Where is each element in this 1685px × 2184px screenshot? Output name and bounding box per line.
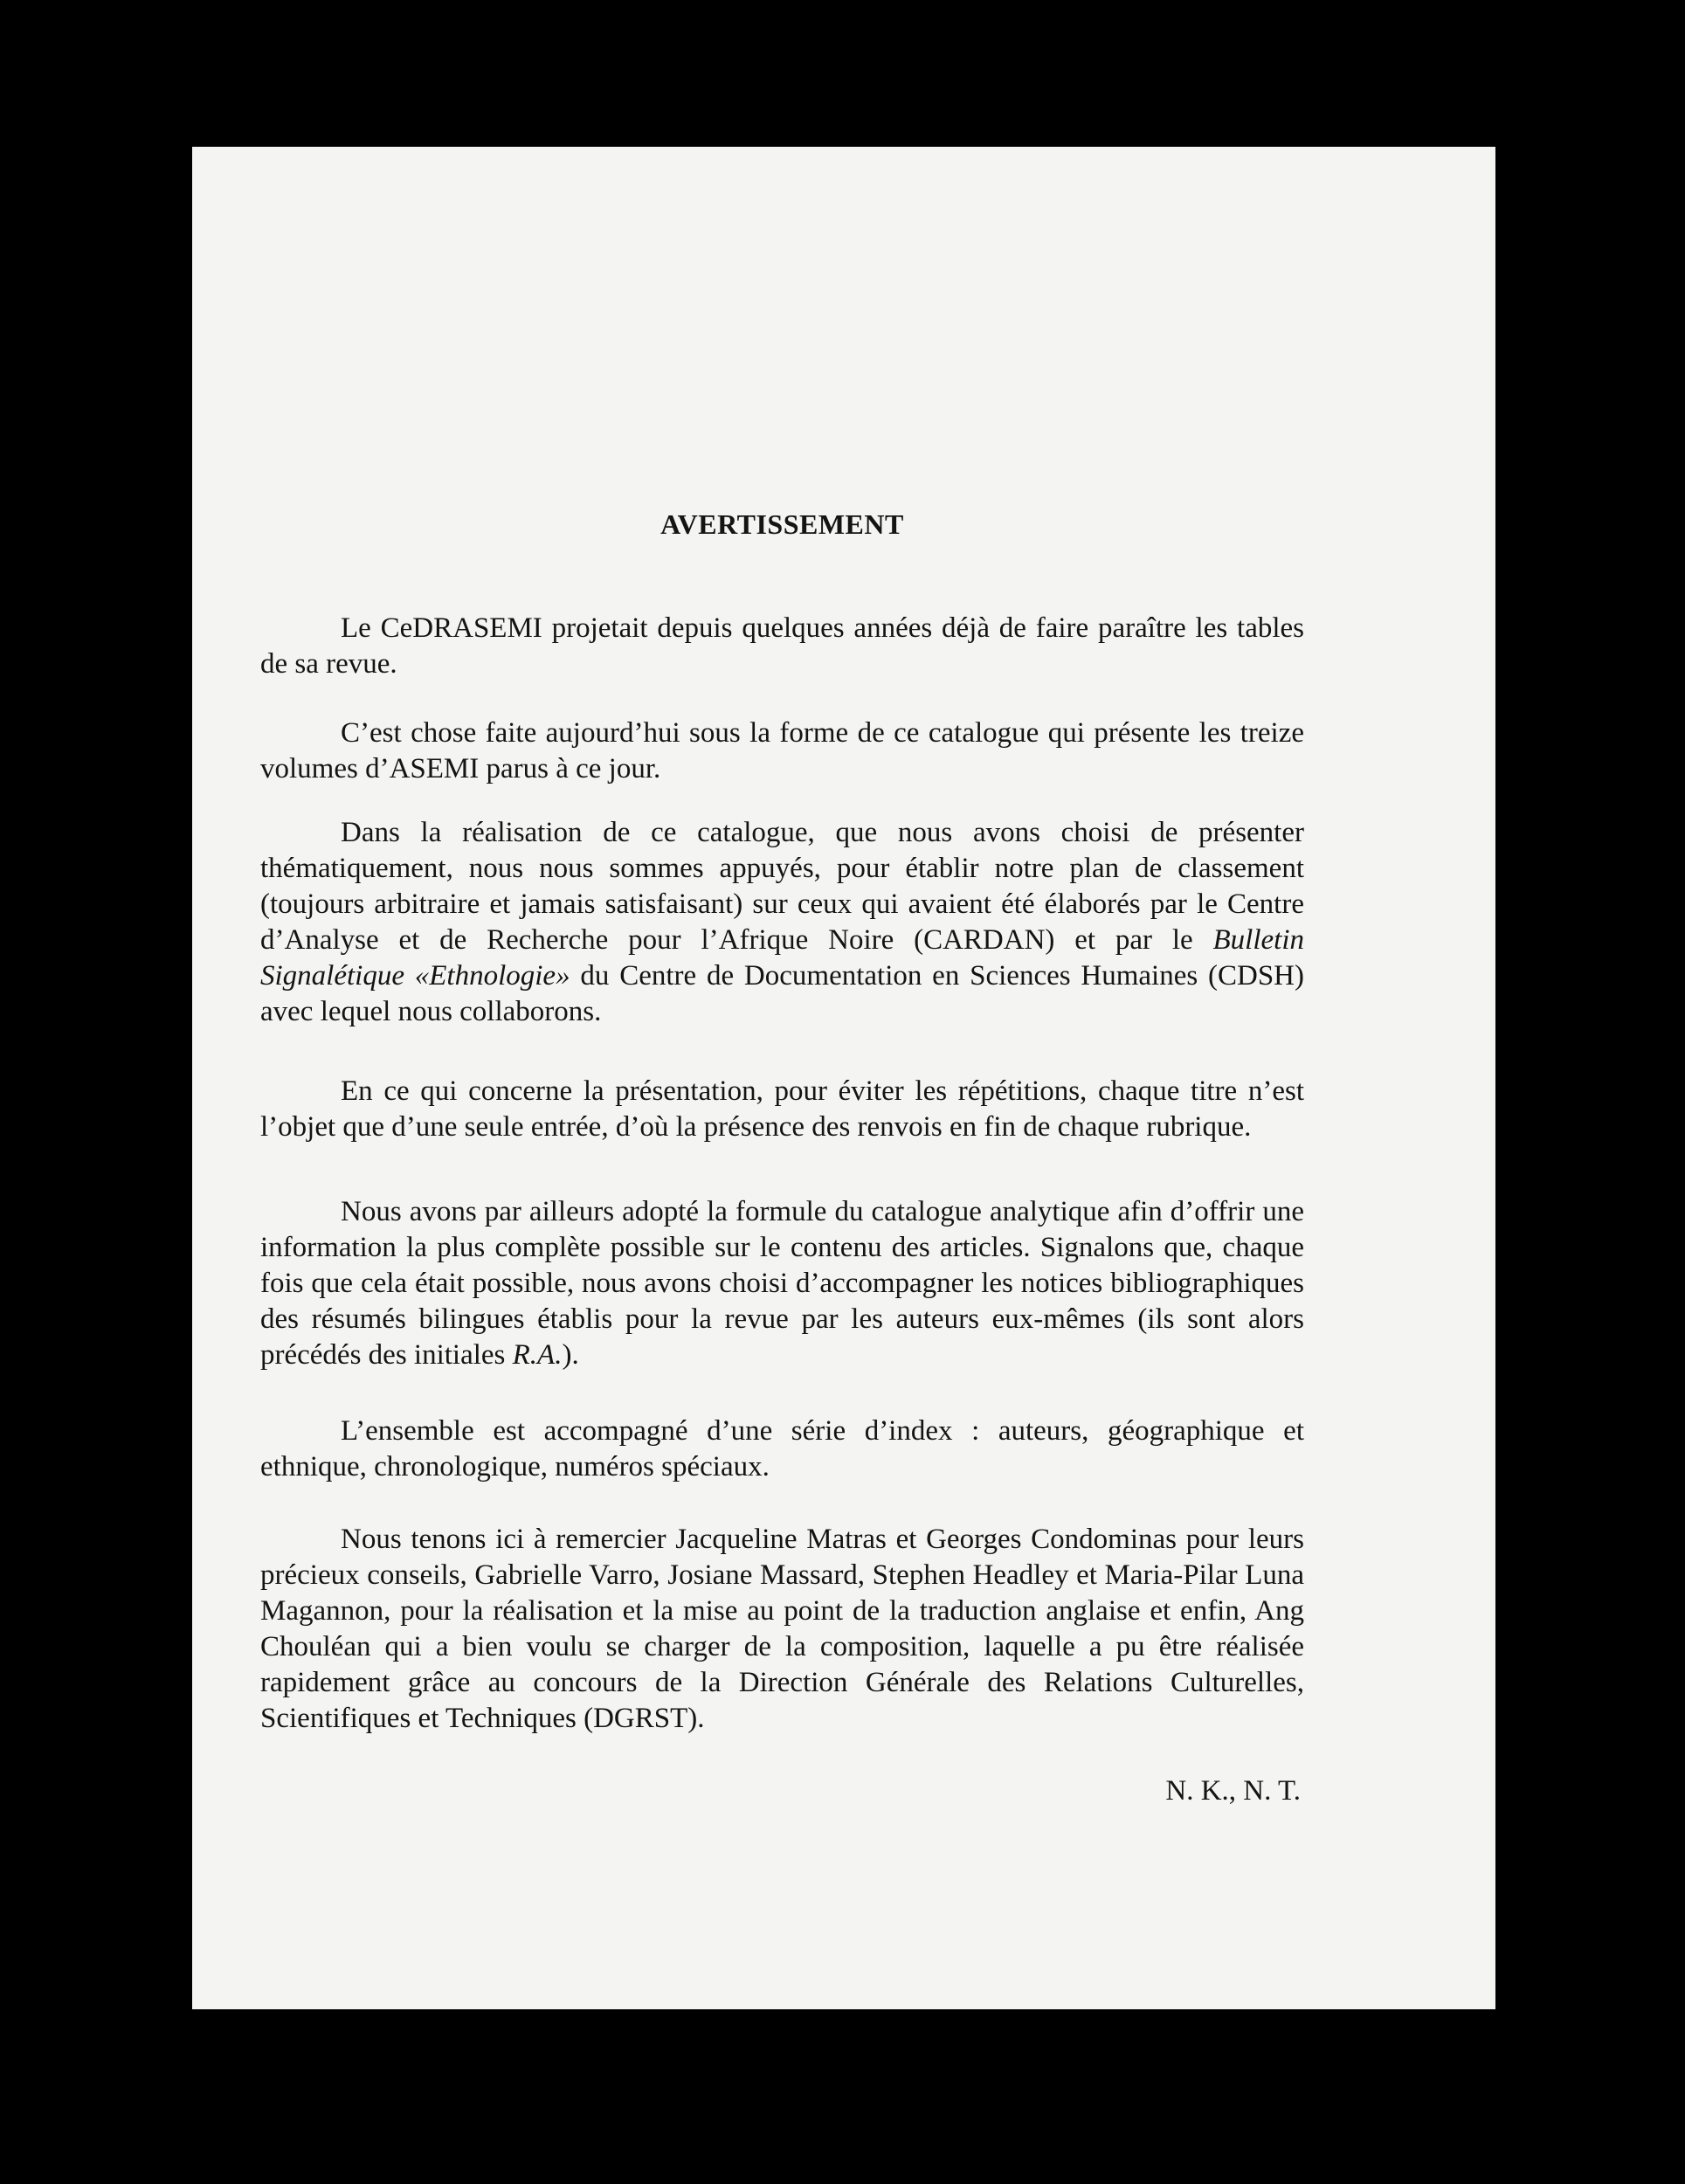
paragraph-classification-text: Dans la réalisation de ce catalogue, que nous avons choisi de présenter thématiquement, nous nous sommes appuyés, pour établir notre plan de classement (toujours arbitraire et jamais satisfaisant) sur ceux qui avaient été élaborés par le Centre d’Analyse et de Recherche pour l’Afrique Noire (CARDAN) et par le [260,817,1304,956]
signature: N. K., N. T. [1165,1775,1301,1807]
paragraph-analytic-text-end: ). [562,1339,579,1371]
bulletin-title: Bulletin Signalétique «Ethnologie» [260,924,1304,992]
paragraph-classification-text-end: du Centre de Documentation en Sciences Humaines (CDSH) avec lequel nous collaborons. [260,960,1305,1027]
paragraph-catalogue: C’est chose faite aujourd’hui sous la forme de ce catalogue qui présente les treize volumes d’ASEMI parus à ce jour. [260,717,1304,784]
paragraph-classification [260,815,1304,1030]
paragraph-analytic-text: Nous avons par ailleurs adopté la formule du catalogue analytique afin d’offrir une information la plus complète possible sur le contenu des articles. Signalons que, chaque fois que cela était possible, nous avons choisi d’accompagner les notices bibliographiques des résumés bilingues établis pour la revue par les auteurs eux-mêmes (ils sont alors précédés des initiales [260,1196,1304,1371]
page-title: AVERTISSEMENT [660,508,904,540]
initials-ra: R.A. [512,1339,563,1371]
paragraph-intro: Le CeDRASEMI projetait depuis quelques années déjà de faire paraître les tables de sa revue. [260,612,1304,680]
paragraph-acknowledgements: Nous tenons ici à remercier Jacqueline Matras et Georges Condominas pour leurs précieux conseils, Gabrielle Varro, Josiane Massard, Stephen Headley et Maria-Pilar Luna Magannon, pour la réalisation et la mise au point de la traduction anglaise et enfin, Ang Chouléan qui a bien voulu se charger de la composition, laquelle a pu être réalisée rapidement grâce au concours de la Direction Générale des Relations Culturelles, Scientifiques et Techniques (DGRST). [260,1524,1304,1734]
paragraph-analytic [260,1194,1304,1373]
paragraph-index: L’ensemble est accompagné d’une série d’index : auteurs, géographique et ethnique, chronologique, numéros spéciaux. [260,1415,1304,1482]
document-body [260,507,1304,1809]
paragraph-presentation: En ce qui concerne la présentation, pour éviter les répétitions, chaque titre n’est l’objet que d’une seule entrée, d’où la présence des renvois en fin de chaque rubrique. [260,1075,1304,1143]
document-page [192,147,1495,2009]
